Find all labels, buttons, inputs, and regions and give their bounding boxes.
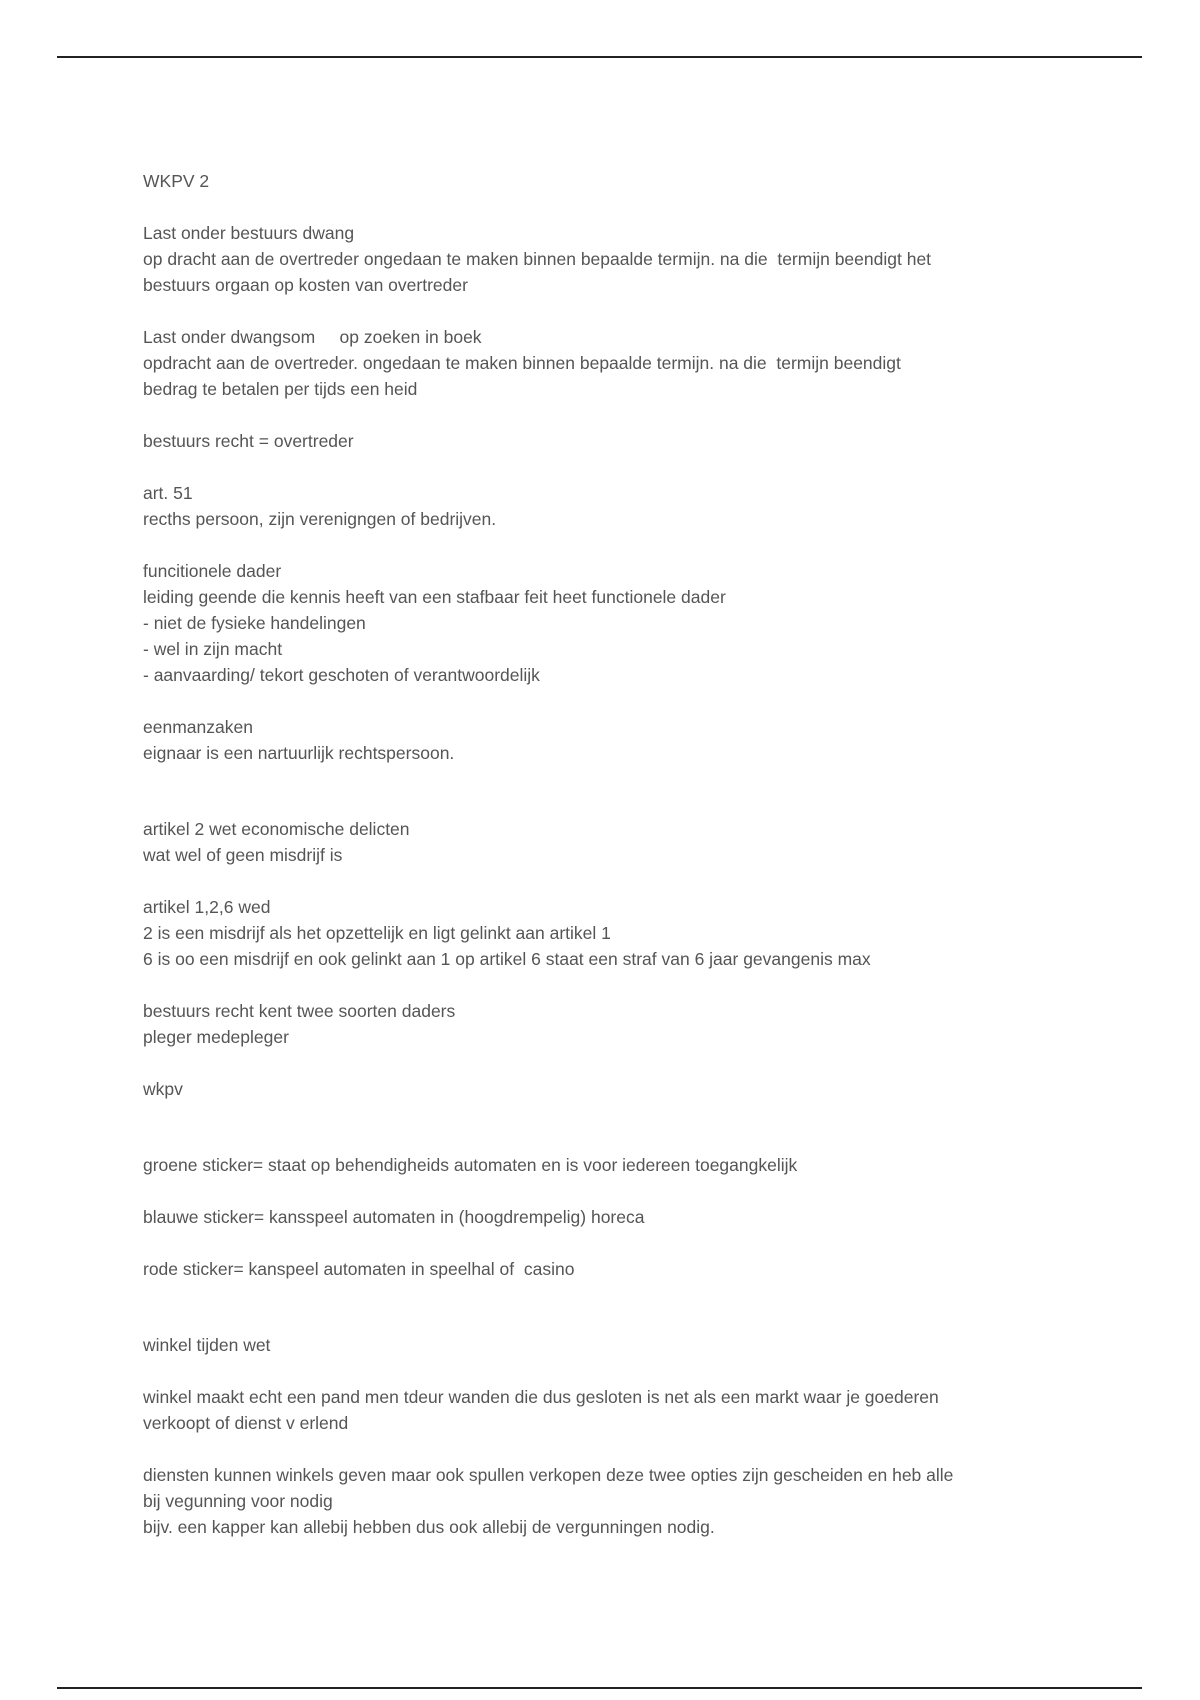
paragraph-heading: artikel 2 wet economische delicten	[143, 819, 410, 839]
paragraph-line: recths persoon, zijn verenigngen of bedrijven.	[143, 509, 497, 529]
section-heading: wkpv	[143, 1079, 183, 1099]
section-heading: winkel tijden wet	[143, 1335, 271, 1355]
paragraph-line: bestuurs orgaan op kosten van overtreder	[143, 275, 468, 295]
paragraph-heading: funcitionele dader	[143, 561, 282, 581]
paragraph-last-onder-dwangsom	[143, 324, 1043, 402]
document-body	[143, 168, 1043, 1540]
paragraph-winkeltijdenwet	[143, 1332, 1043, 1358]
paragraph-line: wat wel of geen misdrijf is	[143, 845, 343, 865]
paragraph-artikel-2-wed	[143, 816, 1043, 868]
paragraph-functionele-dader	[143, 558, 1043, 688]
paragraph-bestuursrecht	[143, 428, 1043, 454]
paragraph-art-51	[143, 480, 1043, 532]
paragraph-line: op dracht aan de overtreder ongedaan te maken binnen bepaalde termijn. na die termijn beendigt het	[143, 249, 932, 269]
document-title: WKPV 2	[143, 171, 210, 191]
paragraph-line: rode sticker= kanspeel automaten in speelhal of casino	[143, 1259, 575, 1279]
paragraph-heading: artikel 1,2,6 wed	[143, 897, 271, 917]
paragraph-line: blauwe sticker= kansspeel automaten in (hoogdrempelig) horeca	[143, 1207, 645, 1227]
paragraph-line: opdracht aan de overtreder. ongedaan te maken binnen bepaalde termijn. na die termijn beendigt	[143, 353, 901, 373]
paragraph-line: leiding geende die kennis heeft van een stafbaar feit heet functionele dader	[143, 587, 726, 607]
paragraph-rode-sticker	[143, 1256, 1043, 1282]
paragraph-blauwe-sticker	[143, 1204, 1043, 1230]
paragraph-soorten-daders	[143, 998, 1043, 1050]
paragraph-line: winkel maakt echt een pand men tdeur wanden die dus gesloten is net als een markt waar je goederen	[143, 1387, 939, 1407]
paragraph-line: bijv. een kapper kan allebij hebben dus ook allebij de vergunningen nodig.	[143, 1517, 715, 1537]
paragraph-heading: bestuurs recht kent twee soorten daders	[143, 1001, 456, 1021]
paragraph-line: 6 is oo een misdrijf en ook gelinkt aan 1 op artikel 6 staat een straf van 6 jaar gevangenis max	[143, 949, 871, 969]
paragraph-wkpv	[143, 1076, 1043, 1102]
paragraph-line: bestuurs recht = overtreder	[143, 431, 354, 451]
paragraph-line: pleger medepleger	[143, 1027, 289, 1047]
paragraph-line: verkoopt of dienst v erlend	[143, 1413, 349, 1433]
list-item: - niet de fysieke handelingen	[143, 613, 366, 633]
paragraph-line: diensten kunnen winkels geven maar ook spullen verkopen deze twee opties zijn gescheiden en heb alle	[143, 1465, 954, 1485]
paragraph-diensten-vergunning	[143, 1462, 1043, 1540]
paragraph-heading: eenmanzaken	[143, 717, 253, 737]
paragraph-line: groene sticker= staat op behendigheids automaten en is voor iedereen toegangkelijk	[143, 1155, 798, 1175]
footer-rule	[57, 1687, 1142, 1689]
paragraph-line: 2 is een misdrijf als het opzettelijk en ligt gelinkt aan artikel 1	[143, 923, 611, 943]
paragraph-heading: Last onder bestuurs dwang	[143, 223, 355, 243]
paragraph-heading: Last onder dwangsom op zoeken in boek	[143, 327, 482, 347]
header-rule	[57, 56, 1142, 58]
list-item: - aanvaarding/ tekort geschoten of verantwoordelijk	[143, 665, 540, 685]
paragraph-artikel-1-2-6-wed	[143, 894, 1043, 972]
paragraph-line: eignaar is een nartuurlijk rechtspersoon.	[143, 743, 455, 763]
paragraph-winkel-definitie	[143, 1384, 1043, 1436]
paragraph-line: bedrag te betalen per tijds een heid	[143, 379, 418, 399]
paragraph-line: bij vegunning voor nodig	[143, 1491, 333, 1511]
list-item: - wel in zijn macht	[143, 639, 283, 659]
paragraph-eenmanszaken	[143, 714, 1043, 766]
paragraph-groene-sticker	[143, 1152, 1043, 1178]
paragraph-last-onder-bestuursdwang	[143, 220, 1043, 298]
paragraph-heading: art. 51	[143, 483, 193, 503]
